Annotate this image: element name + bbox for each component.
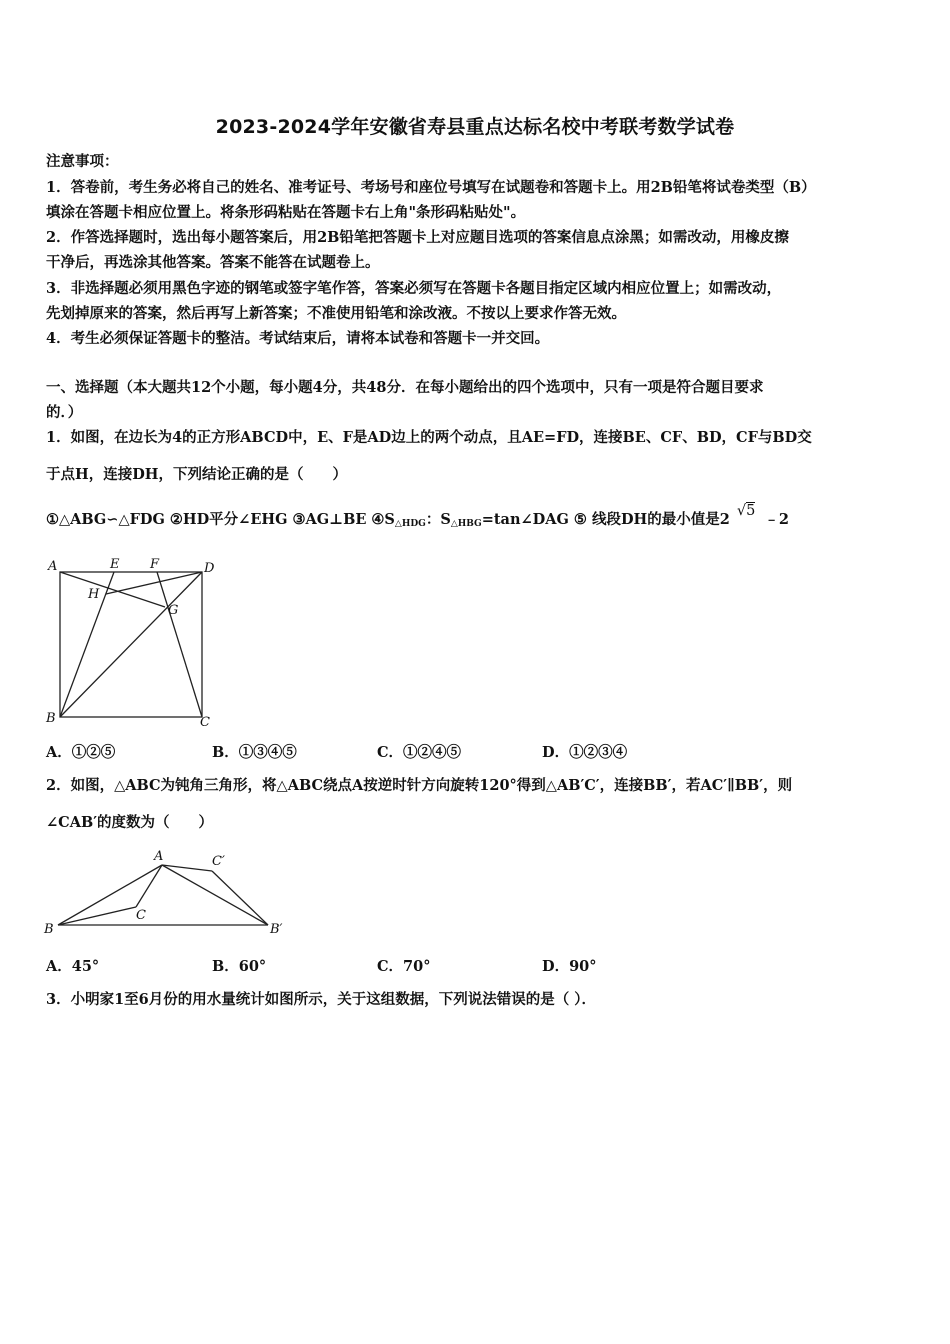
- question-1-statements: [46, 503, 916, 534]
- section-heading-cont: 的．）: [46, 404, 83, 421]
- section-heading: 一、选择题（本大题共12个小题，每小题4分，共48分．在每小题给出的四个选项中，只有一项是符合题目要求: [46, 379, 764, 396]
- label-b: B: [46, 711, 56, 726]
- label-h: H: [88, 587, 100, 602]
- label-c-prime: C′: [212, 854, 225, 869]
- segment-dh: [106, 572, 202, 594]
- notice-line: 4．考生必须保证答题卡的整洁。考试结束后，请将本试卷和答题卡一并交回。: [46, 330, 550, 347]
- question-2-stem: 2．如图，△ABC为钝角三角形，将△ABC绕点A按逆时针方向旋转120°得到△AB′C′，连接BB′，若AC′∥BB′，则: [46, 777, 793, 794]
- segment-ab: [58, 865, 162, 925]
- option-c[interactable]: C．①②④⑤: [377, 744, 462, 761]
- segment-bc: [58, 907, 136, 925]
- question-1-figure: [44, 552, 224, 732]
- notice-heading: 注意事项：: [46, 153, 119, 170]
- option-b[interactable]: B．①③④⑤: [212, 744, 297, 761]
- label-b-prime: B′: [270, 922, 283, 937]
- sqrt-expression: [737, 501, 755, 521]
- label-a: A: [154, 849, 164, 864]
- question-1-stem-cont: 于点H，连接DH，下列结论正确的是（ ）: [46, 466, 347, 483]
- label-a: A: [48, 559, 58, 574]
- segment-cf: [157, 572, 202, 717]
- statement-subscript: △HDG: [394, 519, 426, 529]
- label-f: F: [150, 557, 160, 572]
- question-2-figure: [42, 845, 292, 940]
- label-g: G: [168, 603, 179, 618]
- statement-subscript: △HBG: [450, 519, 482, 529]
- statement-text: ﹣2: [764, 511, 790, 528]
- label-e: E: [110, 557, 120, 572]
- statement-text: =tan∠DAG ⑤ 线段DH的最小值是2: [481, 511, 730, 528]
- notice-line: 干净后，再选涂其他答案。答案不能答在试题卷上。: [46, 254, 380, 271]
- question-3-stem: 3．小明家1至6月份的用水量统计如图所示，关于这组数据，下列说法错误的是（ ）．: [46, 991, 597, 1008]
- option-d[interactable]: D．①②③④: [542, 744, 628, 761]
- segment-ac-prime: [162, 865, 212, 871]
- question-1-options: [46, 741, 916, 761]
- radicand: 5: [746, 503, 756, 519]
- statement-text: ①△ABG∽△FDG ②HD平分∠EHG ③AG⊥BE ④S: [46, 511, 395, 528]
- notice-line: 3．非选择题必须用黑色字迹的钢笔或签字笔作答，答案必须写在答题卡各题目指定区域内相应位置上；如需改动，: [46, 280, 782, 297]
- notice-line: 先划掉原来的答案，然后再写上新答案；不准使用铅笔和涂改液。不按以上要求作答无效。: [46, 305, 626, 322]
- option-d[interactable]: D．90°: [542, 958, 597, 975]
- radical-sign: √: [736, 503, 747, 519]
- notice-line: 填涂在答题卡相应位置上。将条形码粘贴在答题卡右上角"条形码粘贴处"。: [46, 204, 526, 221]
- segment-bd: [60, 572, 202, 717]
- question-2-options: [46, 955, 916, 975]
- question-1-stem: 1．如图，在边长为4的正方形ABCD中，E、F是AD边上的两个动点，且AE=FD，连接BE、CF、BD，CF与BD交: [46, 429, 812, 446]
- option-a[interactable]: A．45°: [46, 958, 100, 975]
- option-b[interactable]: B．60°: [212, 958, 267, 975]
- notice-line: 2．作答选择题时，选出每小题答案后，用2B铅笔把答题卡上对应题目选项的答案信息点涂黑；如需改动，用橡皮擦: [46, 229, 789, 246]
- label-b: B: [44, 922, 54, 937]
- notice-line: 1．答卷前，考生务必将自己的姓名、准考证号、考场号和座位号填写在试题卷和答题卡上。用2B铅笔将试卷类型（B）: [46, 179, 816, 196]
- page-title: 2023-2024学年安徽省寿县重点达标名校中考联考数学试卷: [215, 116, 735, 138]
- label-d: D: [204, 561, 215, 576]
- statement-text: ：S: [425, 511, 451, 528]
- label-c: C: [136, 908, 146, 923]
- label-c: C: [200, 715, 210, 730]
- question-2-stem-cont: ∠CAB′的度数为（ ）: [46, 814, 214, 831]
- option-c[interactable]: C．70°: [377, 958, 431, 975]
- segment-be: [60, 572, 114, 717]
- segment-ca: [136, 865, 162, 907]
- option-a[interactable]: A．①②⑤: [46, 744, 116, 761]
